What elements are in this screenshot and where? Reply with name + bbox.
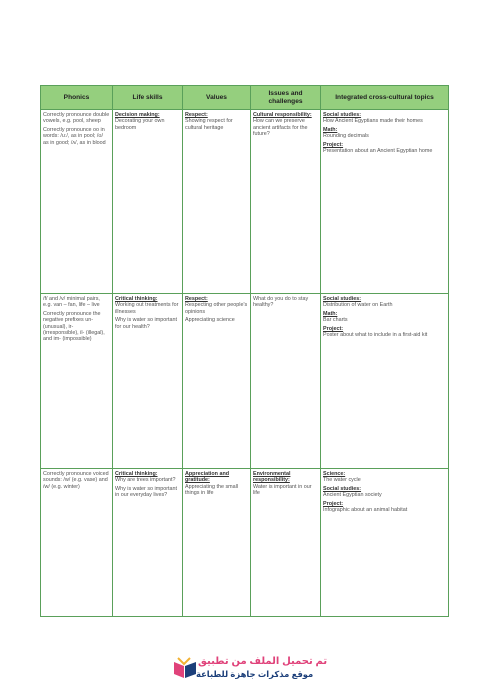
topic-heading: Social studies: xyxy=(323,112,362,118)
life-skills-heading: Decision making: xyxy=(115,112,160,118)
life-skills-text: Why are trees important? xyxy=(115,477,176,484)
topics-cell xyxy=(321,469,449,617)
topic-text: Infographic about an animal habitat xyxy=(323,507,408,514)
issues-cell xyxy=(251,110,321,294)
values-heading: Respect: xyxy=(185,296,208,302)
issues-text: How can we preserve ancient artifacts for the future? xyxy=(253,118,308,138)
topic-text: Poster about what to include in a first-aid kit xyxy=(323,332,428,339)
issues-text: Water is important in our life xyxy=(253,483,312,497)
curriculum-table xyxy=(40,85,449,617)
topic-heading: Project: xyxy=(323,500,344,507)
phonics-text: Correctly pronounce double vowels, e.g. pool, sheep xyxy=(43,112,110,125)
topic-heading: Math: xyxy=(323,126,338,133)
values-heading: Appreciation and gratitude: xyxy=(185,471,230,484)
life-skills-text: Decorating your own bedroom xyxy=(115,118,165,131)
life-skills-cell xyxy=(113,294,183,469)
topic-heading: Social studies: xyxy=(323,296,362,302)
topic-text: How Ancient Egyptians made their homes xyxy=(323,118,423,125)
topic-heading: Social studies: xyxy=(323,485,362,492)
footer-logo xyxy=(172,650,328,686)
phonics-text: Correctly pronounce the negative prefixes un- (unusual), ir- (irresponsible), il- (illegal), and im- (impossible) xyxy=(43,310,105,343)
header-life-skills: Life skills xyxy=(113,86,183,110)
phonics-text: /f/ and /v/ minimal pairs, e.g. van – fan, life – live xyxy=(43,296,100,309)
values-text: Appreciating the small things in life xyxy=(185,483,239,497)
values-cell xyxy=(183,469,251,617)
values-cell xyxy=(183,110,251,294)
table-row xyxy=(41,294,449,469)
issues-heading: Environmental responsibility: xyxy=(253,471,291,484)
life-skills-text: Why is water so important in our everyday lives? xyxy=(115,485,178,499)
issues-text: What do you do to stay healthy? xyxy=(253,296,309,309)
phonics-cell xyxy=(41,469,113,617)
phonics-cell xyxy=(41,294,113,469)
topic-heading: Science: xyxy=(323,471,346,477)
phonics-text: Correctly pronounce oo in words: /uː/, as in pool; /ʊ/ as in good; /ʌ/, as in blood xyxy=(43,126,106,146)
issues-cell xyxy=(251,469,321,617)
issues-cell xyxy=(251,294,321,469)
values-text: Showing respect for cultural heritage xyxy=(185,118,233,131)
life-skills-cell xyxy=(113,469,183,617)
footer-line-2: موقع مذكرات جاهزة للطباعة xyxy=(196,669,314,679)
values-text: Appreciating science xyxy=(185,317,235,324)
phonics-text: Correctly pronounce voiced sounds: /w/ (e.g. vase) and /w/ (e.g. winter) xyxy=(43,471,109,490)
table-row xyxy=(41,469,449,617)
header-issues: Issues and challenges xyxy=(251,86,321,110)
values-text: Respecting other people's opinions xyxy=(185,302,248,315)
life-skills-heading: Critical thinking: xyxy=(115,296,158,302)
topic-heading: Project: xyxy=(323,325,344,332)
table-header-row xyxy=(41,86,449,110)
topic-text: Bar charts xyxy=(323,317,348,324)
topic-text: Ancient Egyptian society xyxy=(323,492,382,499)
footer-line-1: تم تحميل الملف من تطبيق xyxy=(198,656,328,667)
table-row xyxy=(41,110,449,294)
topic-text: Distribution of water on Earth xyxy=(323,302,393,309)
book-logo-icon xyxy=(172,656,198,680)
values-heading: Respect: xyxy=(185,112,208,118)
life-skills-heading: Critical thinking: xyxy=(115,471,158,477)
topic-heading: Project: xyxy=(323,141,344,148)
topic-text: Presentation about an Ancient Egyptian home xyxy=(323,148,433,155)
topics-cell xyxy=(321,110,449,294)
phonics-cell xyxy=(41,110,113,294)
topic-text: The water cycle xyxy=(323,477,361,484)
life-skills-text: Working out treatments for illnesses xyxy=(115,302,179,315)
header-topics: Integrated cross-cultural topics xyxy=(321,86,449,110)
topics-cell xyxy=(321,294,449,469)
topic-text: Rounding decimals xyxy=(323,133,369,140)
topic-heading: Math: xyxy=(323,310,338,317)
issues-heading: Cultural responsibility: xyxy=(253,112,312,118)
life-skills-text: Why is water so important for our health? xyxy=(115,317,178,330)
life-skills-cell xyxy=(113,110,183,294)
header-phonics: Phonics xyxy=(41,86,113,110)
header-values: Values xyxy=(183,86,251,110)
values-cell xyxy=(183,294,251,469)
